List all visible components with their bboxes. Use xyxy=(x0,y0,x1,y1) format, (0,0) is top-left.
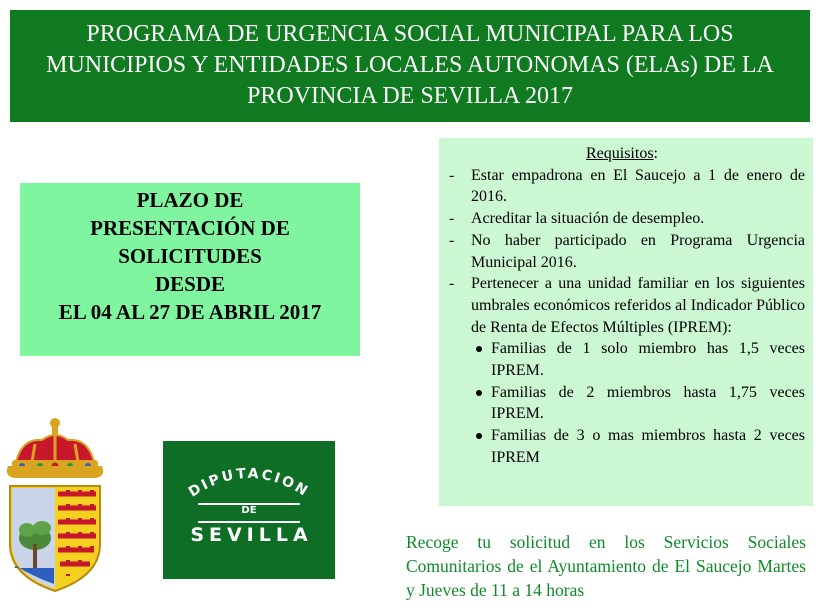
deadline-line: PRESENTACIÓN DE xyxy=(90,216,290,240)
logo-de: DE xyxy=(241,505,257,516)
deadline-box xyxy=(20,183,360,356)
diputacion-logo xyxy=(163,441,335,579)
requirement-item-iprem xyxy=(471,273,805,468)
requirements-list xyxy=(439,165,805,469)
title-banner xyxy=(10,10,810,122)
pickup-info-text: Recoge tu solicitud en los Servicios Sociales Comunitarios de el Ayuntamiento de El Saucejo Martes y Jueves de 11 a 14 horas xyxy=(406,532,806,600)
requirement-item: - No haber participado en Programa Urgencia Municipal 2016. xyxy=(471,230,805,273)
requirement-item: - Acreditar la situación de desempleo. xyxy=(471,208,805,230)
deadline-line: DESDE xyxy=(154,272,226,296)
banner-line: MUNICIPIOS Y ENTIDADES LOCALES AUTONOMAS (ELAs) DE LA xyxy=(46,52,774,78)
banner-line: PROVINCIA DE SEVILLA 2017 xyxy=(246,83,573,109)
logo-divider xyxy=(198,521,300,523)
coat-of-arms-logo xyxy=(2,416,108,594)
requirements-box xyxy=(439,138,813,506)
banner-line: PROGRAMA DE URGENCIA SOCIAL MUNICIPAL PARA LOS xyxy=(86,21,734,47)
deadline-line: SOLICITUDES xyxy=(118,244,262,268)
deadline-line: PLAZO DE xyxy=(136,188,244,212)
iprem-threshold-item: Familias de 3 o mas miembros hasta 2 veces IPREM xyxy=(491,425,805,468)
iprem-threshold-item: Familias de 1 solo miembro has 1,5 veces IPREM. xyxy=(491,338,805,381)
iprem-threshold-item: Familias de 2 miembros hasta 1,75 veces IPREM. xyxy=(491,382,805,425)
requirements-title: Requisitos: xyxy=(585,145,658,162)
iprem-threshold-list xyxy=(471,338,805,468)
deadline-dates: EL 04 AL 27 DE ABRIL 2017 xyxy=(58,300,322,324)
requirement-item-text: Pertenecer a una unidad familiar en los siguientes umbrales económicos referidos al Indicador Público de Renta de Efectos Múltiples (IPREM): xyxy=(471,275,805,336)
logo-sevilla: SEVILLA xyxy=(190,524,313,546)
crown-icon xyxy=(7,418,103,478)
requirement-item: - Estar empadrona en El Saucejo a 1 de enero de 2016. xyxy=(471,165,805,208)
svg-text:DIPUTACION: DIPUTACION xyxy=(185,465,313,501)
shield-icon xyxy=(10,486,100,591)
